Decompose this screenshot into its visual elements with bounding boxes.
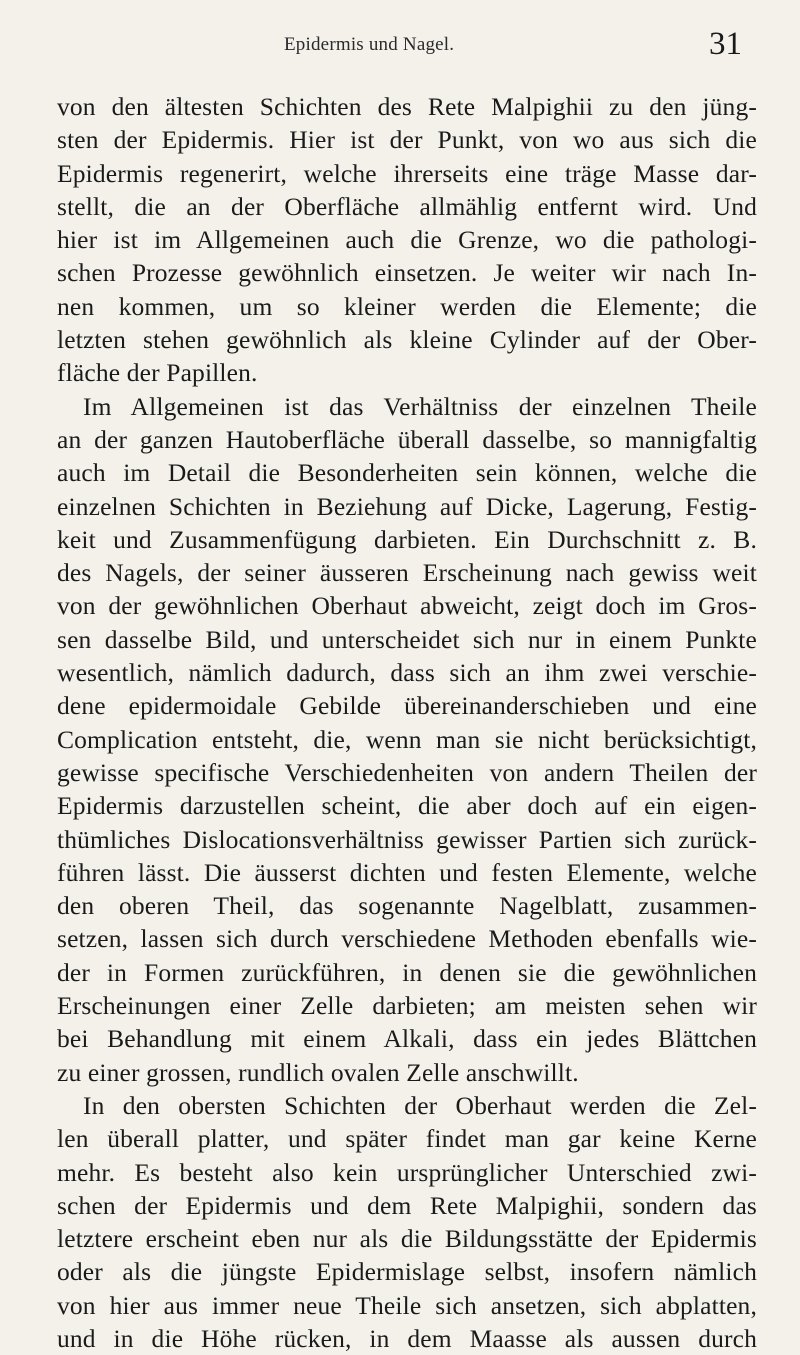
- text-line: schen der Epidermis und dem Rete Malpighii, sondern das: [57, 1190, 757, 1220]
- text-line: an der ganzen Hautoberfläche überall dasselbe, so mannigfaltig: [57, 424, 757, 454]
- text-line: dene epidermoidale Gebilde übereinanderschieben und eine: [57, 691, 757, 721]
- text-line: sten der Epidermis. Hier ist der Punkt, von wo aus sich die: [57, 125, 757, 155]
- text-line: keit und Zusammenfügung darbieten. Ein Durchschnitt z. B.: [57, 524, 757, 554]
- text-line: gewisse specifische Verschiedenheiten von andern Theilen der: [57, 757, 757, 787]
- text-line: fläche der Papillen.: [57, 358, 258, 388]
- text-line: von den ältesten Schichten des Rete Malpighii zu den jüng-: [57, 92, 757, 121]
- text-line: von hier aus immer neue Theile sich ansetzen, sich abplatten,: [57, 1290, 757, 1320]
- text-line: Im Allgemeinen ist das Verhältniss der einzelnen Theile: [83, 391, 757, 421]
- text-line: hier ist im Allgemeinen auch die Grenze, wo die pathologi-: [57, 225, 757, 255]
- text-line: führen lässt. Die äusserst dichten und festen Elemente, welche: [57, 857, 757, 887]
- text-line: setzen, lassen sich durch verschiedene Methoden ebenfalls wie-: [57, 924, 757, 954]
- text-line: nen kommen, um so kleiner werden die Elemente; die: [57, 291, 757, 321]
- text-line: der in Formen zurückführen, in denen sie die gewöhnlichen: [57, 957, 757, 987]
- text-line: In den obersten Schichten der Oberhaut werden die Zel-: [83, 1090, 757, 1120]
- text-line: zu einer grossen, rundlich ovalen Zelle anschwillt.: [57, 1057, 579, 1087]
- text-line: sen dasselbe Bild, und unterscheidet sich nur in einem Punkte: [57, 624, 757, 654]
- text-line: Epidermis regenerirt, welche ihrerseits eine träge Masse dar-: [57, 158, 757, 188]
- text-line: len überall platter, und später findet man gar keine Kerne: [57, 1124, 757, 1154]
- page-number: 31: [709, 26, 742, 62]
- text-line: letztere erscheint eben nur als die Bildungsstätte der Epidermis: [57, 1224, 757, 1254]
- text-line: oder als die jüngste Epidermislage selbst, insofern nämlich: [57, 1257, 757, 1287]
- text-line: schen Prozesse gewöhnlich einsetzen. Je weiter wir nach In-: [57, 258, 757, 288]
- text-line: Erscheinungen einer Zelle darbieten; am meisten sehen wir: [57, 991, 757, 1021]
- running-head: Epidermis und Nagel.: [284, 34, 455, 55]
- text-line: letzten stehen gewöhnlich als kleine Cylinder auf der Ober-: [57, 325, 757, 355]
- text-line: Complication entsteht, die, wenn man sie nicht berücksichtigt,: [57, 724, 757, 754]
- body-text: [57, 90, 757, 1355]
- text-line: wesentlich, nämlich dadurch, dass sich an ihm zwei verschie-: [57, 658, 757, 688]
- text-line: den oberen Theil, das sogenannte Nagelblatt, zusammen-: [57, 891, 757, 921]
- text-line: einzelnen Schichten in Beziehung auf Dicke, Lagerung, Festig-: [57, 491, 757, 521]
- text-line: des Nagels, der seiner äusseren Erscheinung nach gewiss weit: [57, 558, 757, 588]
- text-line: Epidermis darzustellen scheint, die aber doch auf ein eigen-: [57, 791, 757, 821]
- text-line: von der gewöhnlichen Oberhaut abweicht, zeigt doch im Gros-: [57, 591, 757, 621]
- text-line: auch im Detail die Besonderheiten sein können, welche die: [57, 458, 757, 488]
- text-line: mehr. Es besteht also kein ursprünglicher Unterschied zwi-: [57, 1157, 757, 1187]
- text-line: stellt, die an der Oberfläche allmählig entfernt wird. Und: [57, 191, 757, 221]
- text-line: bei Behandlung mit einem Alkali, dass ein jedes Blättchen: [57, 1024, 757, 1054]
- text-line: und in die Höhe rücken, in dem Maasse als aussen durch: [57, 1323, 757, 1353]
- text-line: thümliches Dislocationsverhältniss gewisser Partien sich zurück-: [57, 824, 757, 854]
